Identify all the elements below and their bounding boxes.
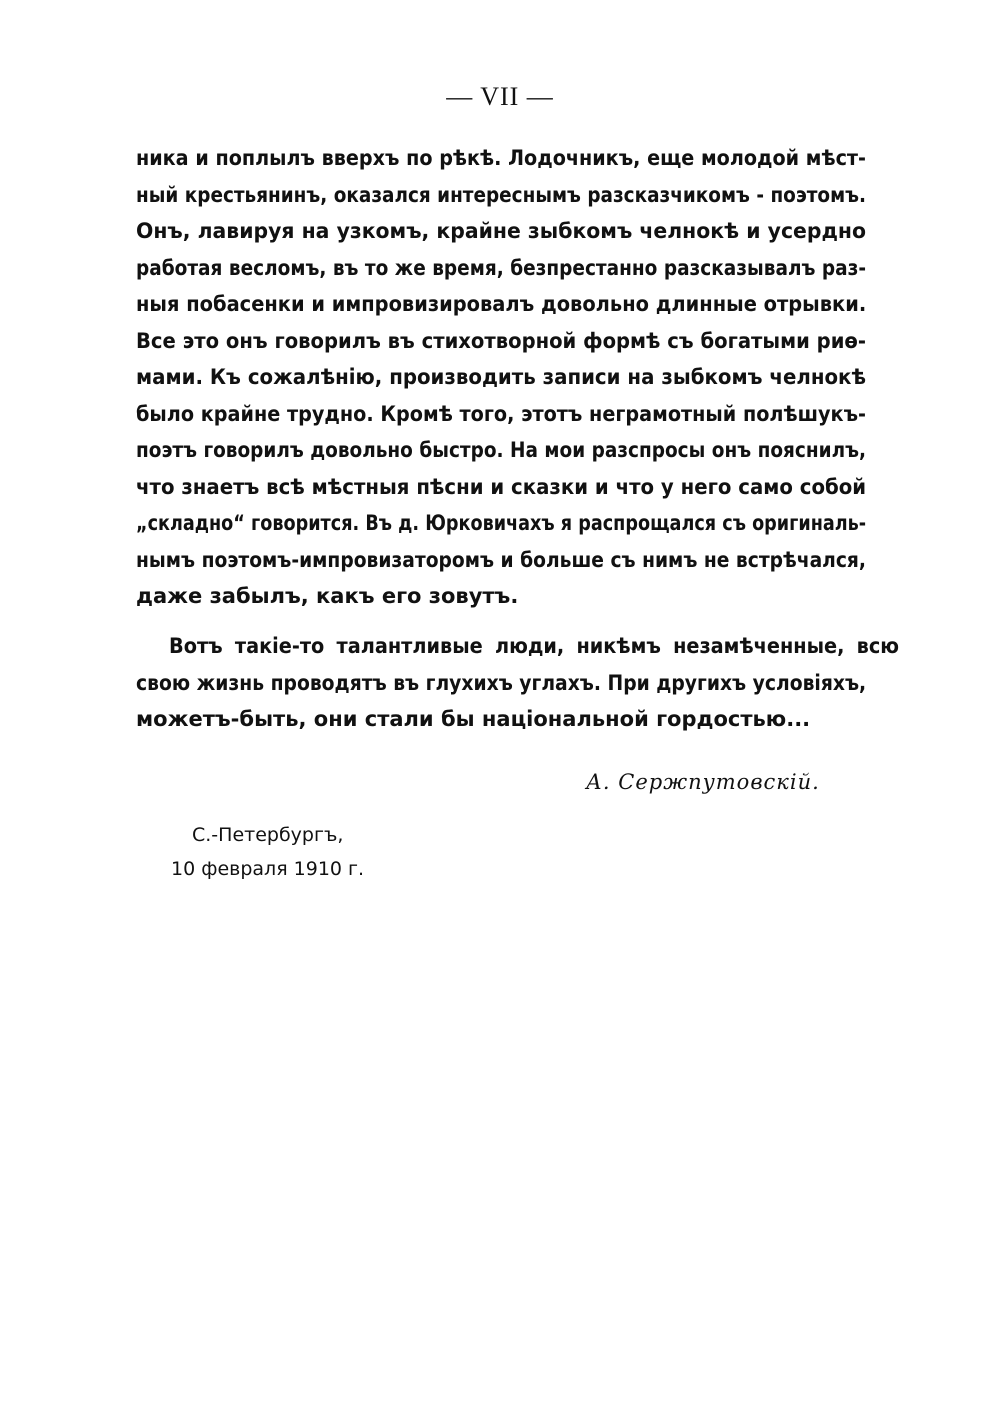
text-line: мами. Къ сожалѣнію, производить записи на зыбкомъ челнокѣ [136,365,866,389]
text-line: нымъ поэтомъ-импровизаторомъ и больше съ нимъ не встрѣчался, [136,547,866,572]
text-line: свою жизнь проводятъ въ глухихъ углахъ. При другихъ условіяхъ, [136,670,867,695]
text-line: „складно“ говорится. Въ д. Юрковичахъ я распрощался съ оригиналь- [136,511,867,535]
text-line: поэтъ говорилъ довольно быстро. На мои разспросы онъ пояснилъ, [136,438,866,462]
place-line: С.-Петербургъ, [192,824,344,846]
text-line: ныя побасенки и импровизировалъ довольно длинные отрывки. [136,292,867,316]
text-line: даже забылъ, какъ его зовутъ. [136,584,519,608]
text-line: работая весломъ, въ то же время, безпрестанно разсказывалъ раз- [136,255,866,280]
text-line: ный крестьянинъ, оказался интереснымъ разсказчикомъ - поэтомъ. [136,182,866,207]
date-line: 10 февраля 1910 г. [171,858,365,880]
page-number: — VII — [446,82,554,111]
text-line: было крайне трудно. Кромѣ того, этотъ неграмотный полѣшукъ- [136,401,866,426]
author-signature: А. Сержпутовскій. [586,770,820,794]
text-line: Все это онъ говорилъ въ стихотворной формѣ съ богатыми риѳ- [136,328,866,353]
text-line: ника и поплылъ вверхъ по рѣкѣ. Лодочникъ, еще молодой мѣст- [136,146,866,170]
text-line: что знаетъ всѣ мѣстныя пѣсни и сказки и что у него само собой [136,474,867,499]
paragraph-1 [136,140,866,615]
text-line: Онъ, лавируя на узкомъ, крайне зыбкомъ челнокѣ и усердно [136,219,866,243]
text-line: Вотъ такіе-то талантливые люди, никѣмъ незамѣченные, всю [169,634,900,658]
text-line: можетъ-быть, они стали бы національной гордостью... [136,707,811,731]
paragraph-2 [136,628,900,738]
